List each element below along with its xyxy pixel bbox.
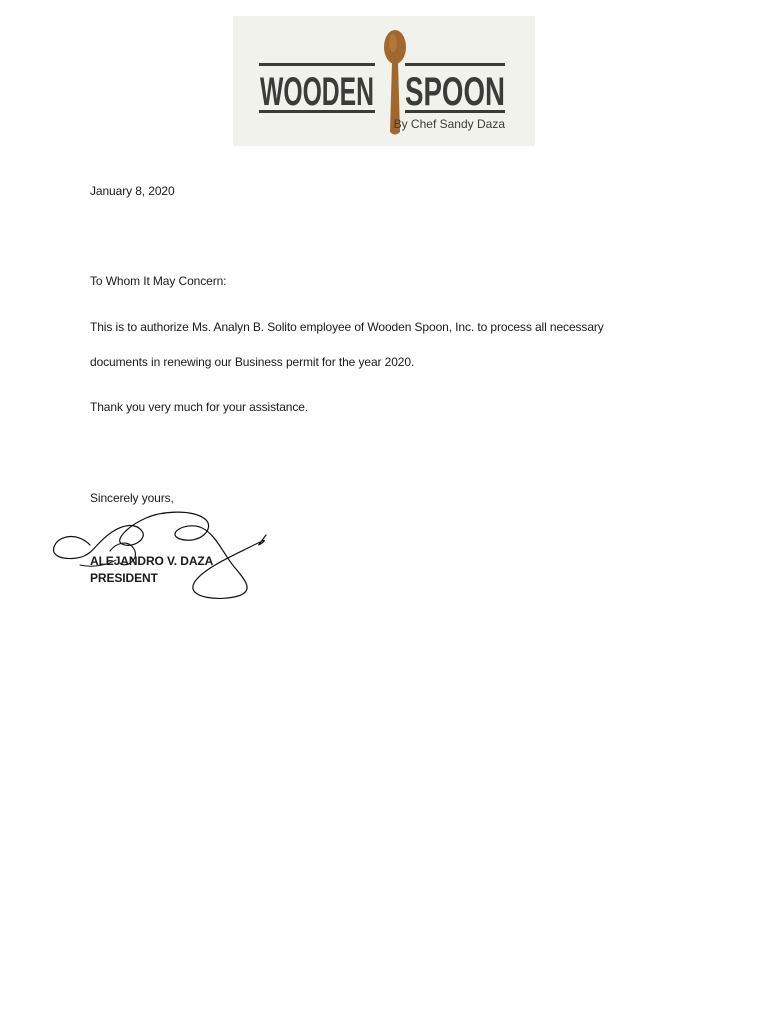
letter-date: January 8, 2020 bbox=[90, 184, 175, 198]
company-logo bbox=[233, 16, 535, 146]
signer-name: ALEJANDRO V. DAZA bbox=[90, 554, 214, 568]
logo-word-spoon: SPOON bbox=[405, 70, 505, 114]
wooden-spoon-logo bbox=[233, 16, 535, 146]
letter-closing: Sincerely yours, bbox=[90, 491, 174, 505]
letter-thanks: Thank you very much for your assistance. bbox=[90, 400, 309, 414]
letter-body-line-1: This is to authorize Ms. Analyn B. Solito employee of Wooden Spoon, Inc. to process all necessary bbox=[90, 320, 604, 334]
signer-title: PRESIDENT bbox=[90, 571, 158, 585]
letter-body-line-2: documents in renewing our Business permit for the year 2020. bbox=[90, 355, 415, 369]
logo-tagline: By Chef Sandy Daza bbox=[393, 117, 505, 131]
logo-word-wooden: WOODEN bbox=[260, 70, 374, 114]
letter-salutation: To Whom It May Concern: bbox=[90, 274, 227, 288]
